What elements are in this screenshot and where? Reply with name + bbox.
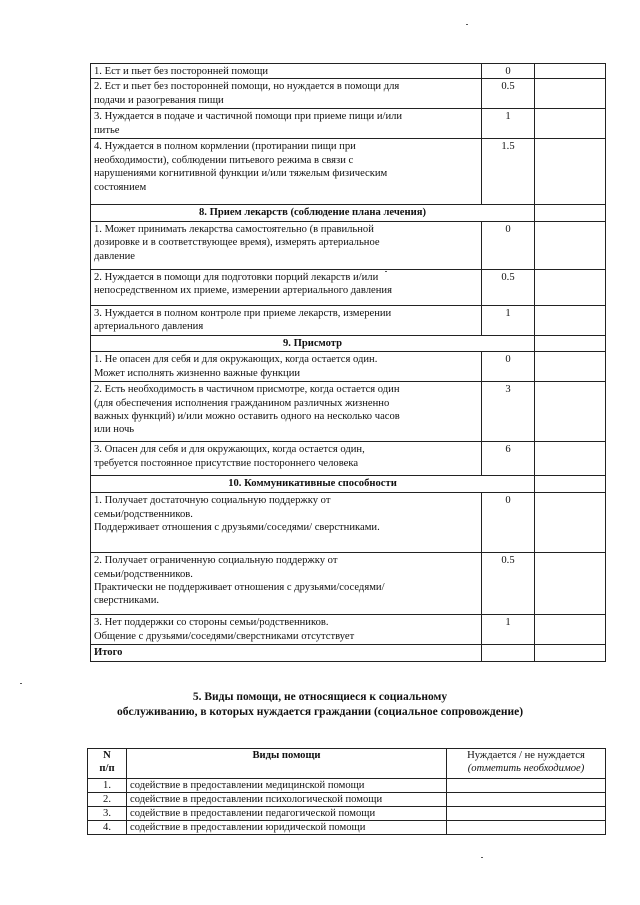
criterion-line: Может исполнять жизненно важные функции (94, 367, 301, 379)
help-row (88, 821, 606, 835)
criterion-row (91, 79, 606, 109)
criterion-line: 2. Получает ограниченную социальную поддержку от (94, 555, 338, 567)
criterion-text (91, 553, 482, 615)
mark-cell[interactable] (535, 305, 606, 335)
mark-cell[interactable] (535, 269, 606, 305)
help-types-table (87, 748, 606, 835)
criterion-line: необходимости), соблюдении питьевого режима в связи с (94, 154, 354, 166)
criterion-line: 3. Опасен для себя и для окружающих, когда остается один, (94, 444, 365, 456)
criterion-line: 4. Нуждается в полном кормлении (протирании пищи при (94, 141, 356, 153)
section-header-row (91, 205, 606, 221)
criterion-line: важных функций) и/или можно оставить одного на несколько часов (94, 411, 400, 423)
criterion-row (91, 615, 606, 645)
criterion-line: Общение с друзьями/соседями/сверстниками отсутствует (94, 630, 355, 642)
score-value: 0 (482, 221, 535, 269)
row-number: 1. (88, 779, 127, 793)
help-kind: содействие в предоставлении юридической помощи (127, 821, 447, 835)
criterion-line: 3. Нуждается в полном контроле при приеме лекарств, измерении (94, 307, 392, 319)
criterion-line: 1. Не опасен для себя и для окружающих, когда остается один. (94, 354, 378, 366)
mark-cell (535, 476, 606, 493)
mark-cell[interactable] (535, 553, 606, 615)
criterion-line: непосредственном их приеме, измерении артериального давления (94, 285, 392, 297)
criterion-text (91, 109, 482, 139)
section-5-heading (60, 690, 580, 720)
section-title: 10. Коммуникативные способности (91, 476, 535, 493)
row-number: 4. (88, 821, 127, 835)
need-cell[interactable] (447, 821, 606, 835)
help-row (88, 793, 606, 807)
section-5-heading-line: 5. Виды помощи, не относящиеся к социальному (192, 691, 448, 703)
criterion-line: сверстниками. (94, 595, 160, 607)
score-value: 6 (482, 442, 535, 476)
help-kind: содействие в предоставлении педагогической помощи (127, 807, 447, 821)
scan-speck (481, 857, 483, 858)
criterion-line: семьи/родственников. (94, 568, 193, 580)
criterion-text (91, 615, 482, 645)
mark-cell[interactable] (535, 109, 606, 139)
row-number: 2. (88, 793, 127, 807)
criterion-line: 1. Может принимать лекарства самостоятельно (в правильной (94, 223, 374, 235)
need-cell[interactable] (447, 779, 606, 793)
score-value: 1 (482, 305, 535, 335)
mark-cell (535, 335, 606, 351)
criterion-row (91, 553, 606, 615)
criterion-row (91, 269, 606, 305)
mark-cell[interactable] (535, 493, 606, 553)
criterion-line: Поддерживает отношения с друзьями/соседями/ сверстниками. (94, 522, 380, 534)
score-value: 1.5 (482, 139, 535, 205)
column-header-need: Нуждается / не нуждается (отметить необходимое) (447, 749, 606, 779)
scan-speck (466, 24, 468, 25)
criterion-line: 2. Нуждается в помощи для подготовки порций лекарств и/или (94, 271, 379, 283)
total-score (482, 645, 535, 662)
criterion-line: состоянием (94, 181, 147, 193)
mark-cell[interactable] (535, 615, 606, 645)
criterion-row (91, 221, 606, 269)
criterion-row (91, 442, 606, 476)
criterion-row (91, 382, 606, 442)
score-value: 1 (482, 109, 535, 139)
row-number: 3. (88, 807, 127, 821)
help-kind: содействие в предоставлении медицинской помощи (127, 779, 447, 793)
score-value: 0 (482, 64, 535, 79)
mark-cell[interactable] (535, 79, 606, 109)
criterion-line: подачи и разогревания пищи (94, 94, 224, 106)
scan-speck (385, 271, 387, 272)
criterion-text (91, 305, 482, 335)
column-header-number: N п/п (88, 749, 127, 779)
total-label: Итого (91, 645, 482, 662)
mark-cell[interactable] (535, 139, 606, 205)
criterion-row (91, 305, 606, 335)
criterion-text (91, 139, 482, 205)
criterion-line: (для обеспечения исполнения гражданином различных жизненно (94, 397, 390, 409)
criterion-line: 2. Есть необходимость в частичном присмотре, когда остается один (94, 384, 400, 396)
mark-cell[interactable] (535, 382, 606, 442)
criterion-text (91, 493, 482, 553)
mark-cell[interactable] (535, 221, 606, 269)
score-value: 3 (482, 382, 535, 442)
criterion-text (91, 382, 482, 442)
section-header-row (91, 476, 606, 493)
section-5-heading-line: обслуживанию, в которых нуждается граждании (социальное сопровождение) (116, 706, 524, 718)
criterion-line: 1. Ест и пьет без посторонней помощи (94, 66, 269, 77)
mark-cell[interactable] (535, 442, 606, 476)
criterion-line: нарушениями когнитивной функции и/или тяжелым физическим (94, 168, 388, 180)
total-row (91, 645, 606, 662)
criterion-line: требуется постоянное присутствие постороннего человека (94, 457, 359, 469)
criterion-text (91, 221, 482, 269)
column-header-help-kind: Виды помощи (127, 749, 447, 779)
section-title: 8. Прием лекарств (соблюдение плана лечения) (91, 205, 535, 221)
scan-speck (20, 683, 22, 684)
criterion-text (91, 64, 482, 79)
criterion-text (91, 79, 482, 109)
criterion-row (91, 64, 606, 79)
criterion-row (91, 493, 606, 553)
mark-cell (535, 645, 606, 662)
criterion-line: 3. Нет поддержки со стороны семьи/родственников. (94, 617, 329, 629)
assessment-table (90, 63, 606, 662)
criterion-line: Практически не поддерживает отношения с друзьями/соседями/ (94, 582, 385, 594)
criterion-row (91, 109, 606, 139)
criterion-line: 3. Нуждается в подаче и частичной помощи при приеме пищи и/или (94, 111, 403, 123)
section-title: 9. Присмотр (91, 335, 535, 351)
help-row (88, 779, 606, 793)
help-kind: содействие в предоставлении психологической помощи (127, 793, 447, 807)
score-value: 0 (482, 493, 535, 553)
help-row (88, 807, 606, 821)
score-value: 1 (482, 615, 535, 645)
score-value: 0.5 (482, 553, 535, 615)
score-value: 0 (482, 352, 535, 382)
criterion-row (91, 139, 606, 205)
criterion-text (91, 269, 482, 305)
criterion-line: или ночь (94, 424, 135, 436)
score-value: 0.5 (482, 269, 535, 305)
criterion-line: давление (94, 250, 135, 262)
criterion-line: дозировке и в соответствующее время), измерять артериальное (94, 237, 380, 249)
mark-cell[interactable] (535, 352, 606, 382)
mark-cell (535, 205, 606, 221)
criterion-line: 1. Получает достаточную социальную поддержку от (94, 495, 331, 507)
criterion-line: питье (94, 124, 120, 136)
criterion-line: 2. Ест и пьет без посторонней помощи, но нуждается в помощи для (94, 81, 400, 93)
criterion-line: артериального давления (94, 321, 204, 333)
need-cell[interactable] (447, 807, 606, 821)
score-value: 0.5 (482, 79, 535, 109)
criterion-line: семьи/родственников. (94, 508, 193, 520)
mark-cell[interactable] (535, 64, 606, 79)
criterion-text (91, 352, 482, 382)
criterion-row (91, 352, 606, 382)
need-cell[interactable] (447, 793, 606, 807)
section-header-row (91, 335, 606, 351)
criterion-text (91, 442, 482, 476)
